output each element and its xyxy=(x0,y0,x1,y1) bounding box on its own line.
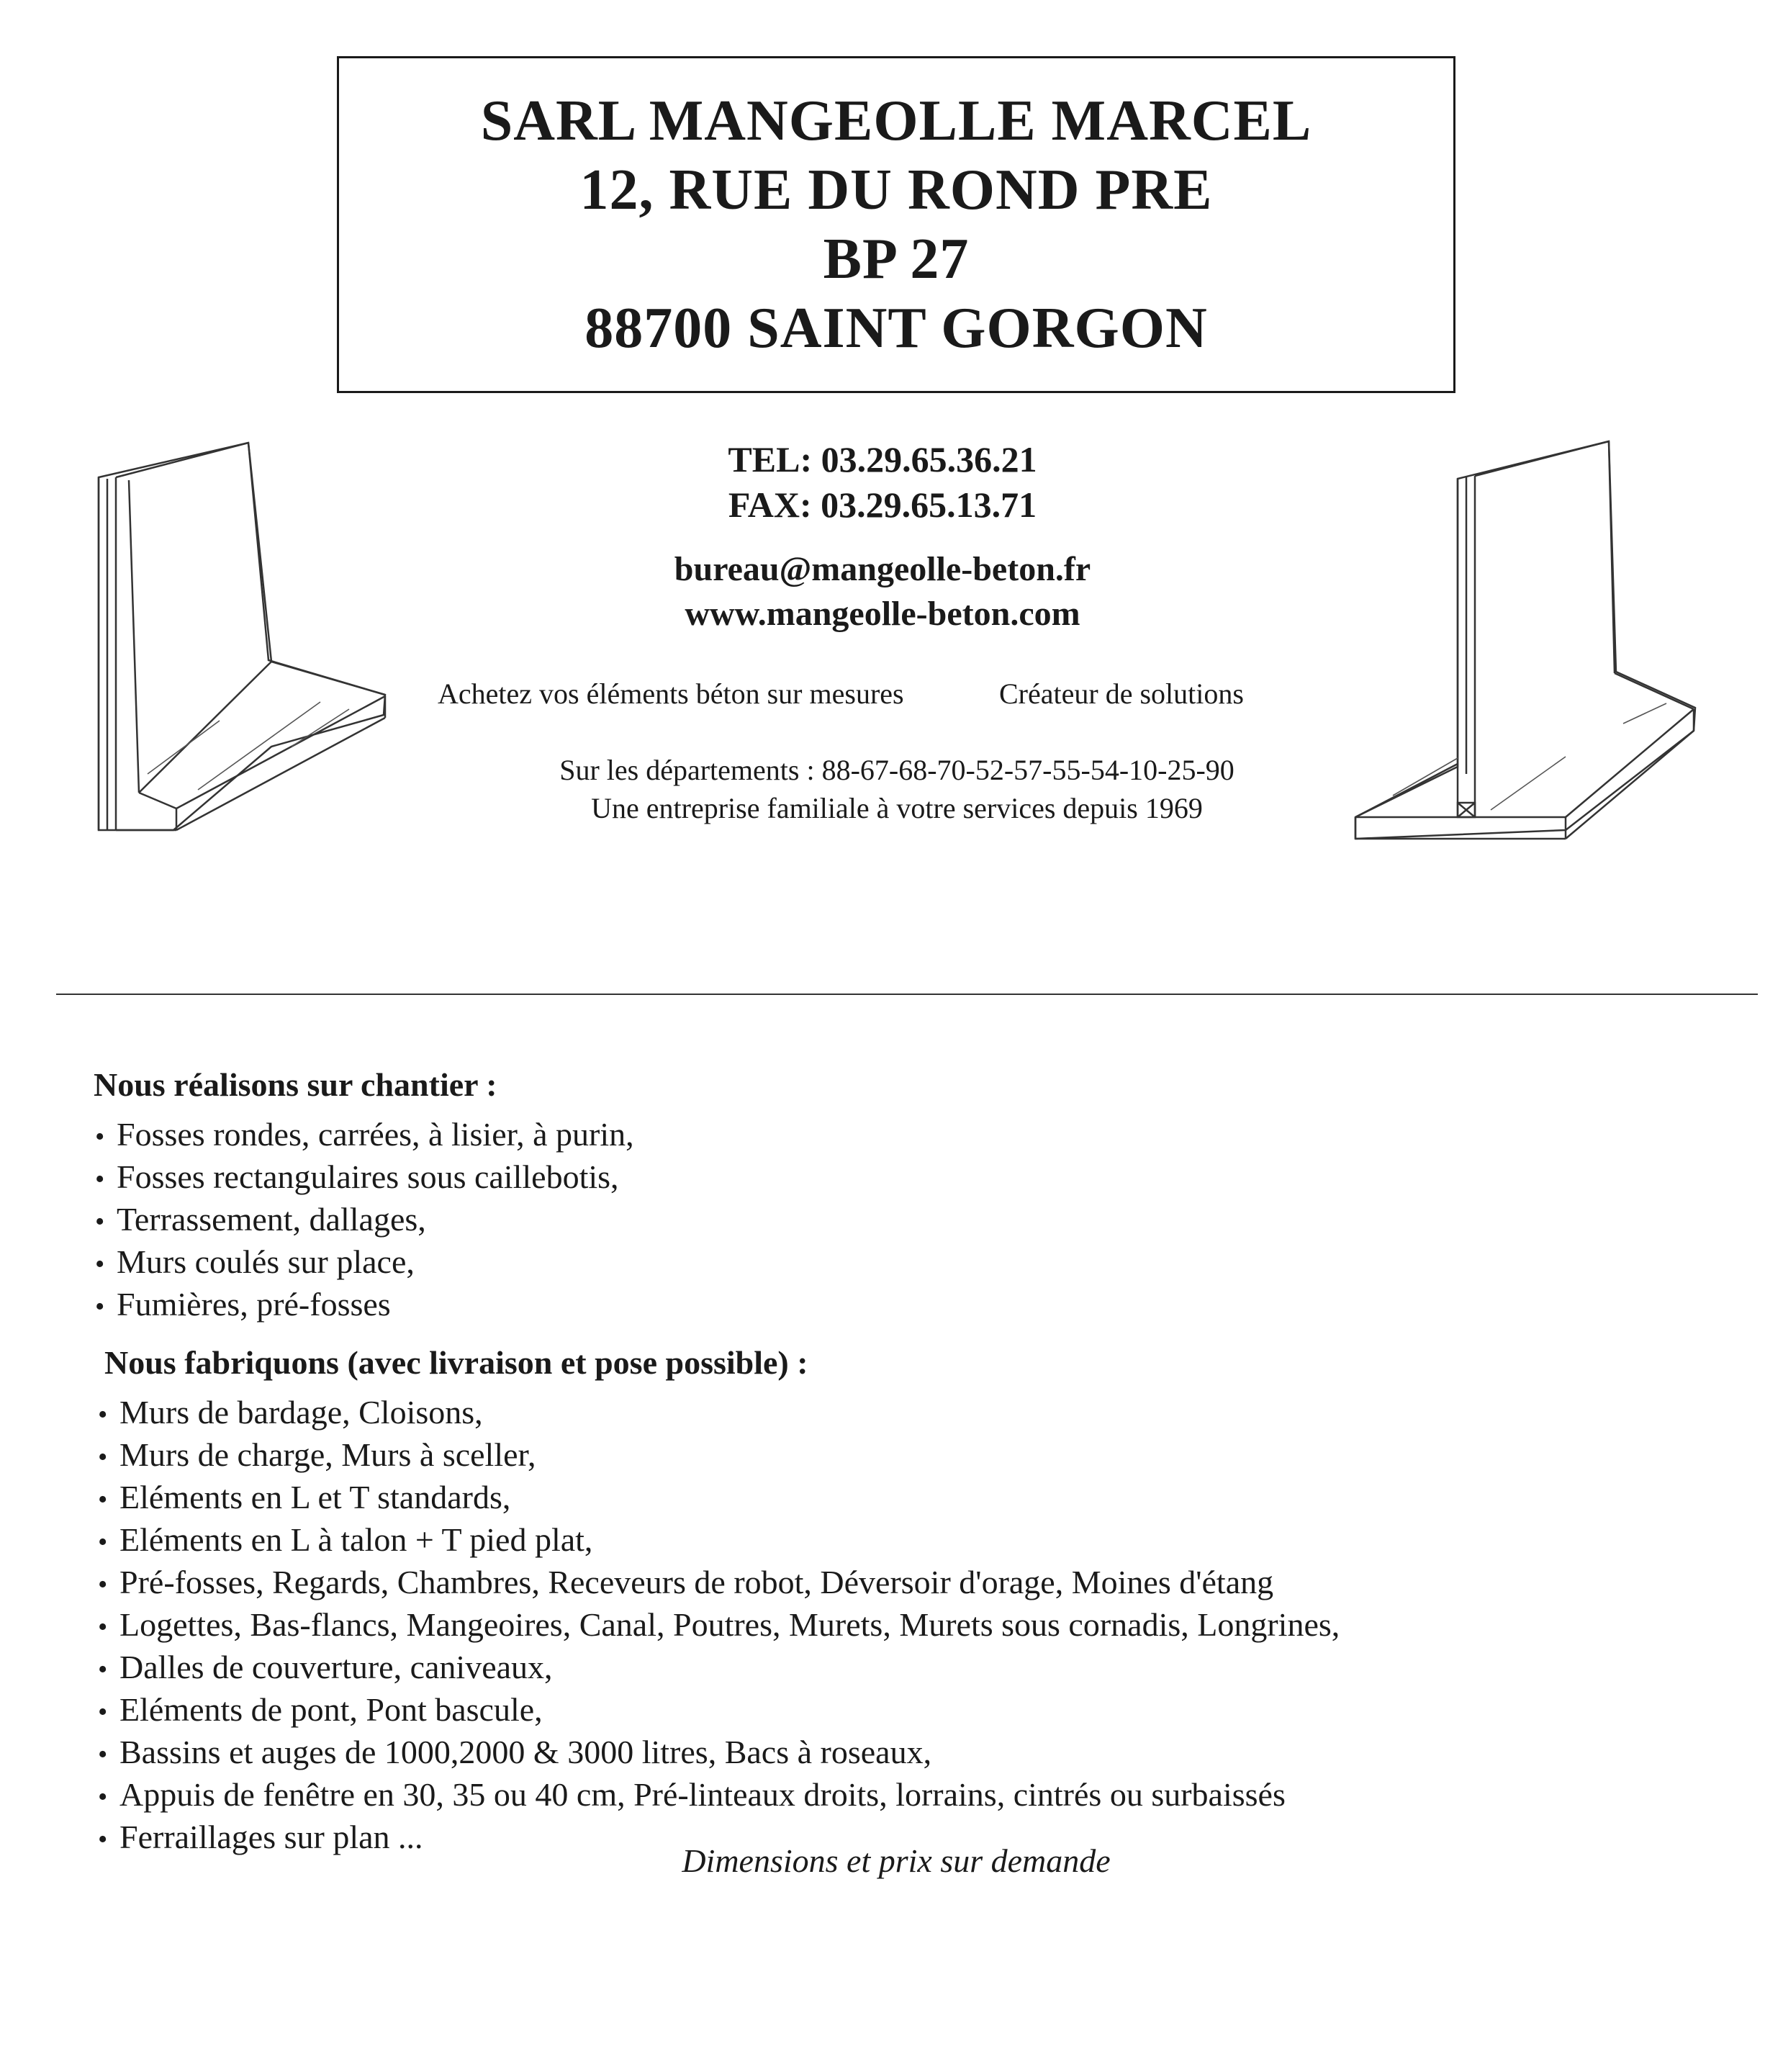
list-item: • Eléments en L et T standards, xyxy=(98,1477,1340,1520)
list-item: • Murs de charge, Murs à sceller, xyxy=(98,1435,1340,1477)
company-street: 12, RUE DU ROND PRE xyxy=(579,158,1213,222)
section-factory-title: Nous fabriquons (avec livraison et pose possible) : xyxy=(104,1344,808,1381)
list-item: • Fumières, pré-fosses xyxy=(95,1284,634,1327)
list-item: • Logettes, Bas-flancs, Mangeoires, Canal, Poutres, Murets, Murets sous cornadis, Longrines, xyxy=(98,1605,1340,1647)
section-site-title: Nous réalisons sur chantier : xyxy=(94,1066,497,1103)
tagline-left: Achetez vos éléments béton sur mesures xyxy=(438,677,904,710)
section-factory-list xyxy=(98,1392,1340,1860)
list-item: • Murs de bardage, Cloisons, xyxy=(98,1392,1340,1435)
family-business-line: Une entreprise familiale à votre services depuis 1969 xyxy=(591,792,1203,824)
list-item: • Murs coulés sur place, xyxy=(95,1242,634,1284)
list-item: • Fosses rondes, carrées, à lisier, à purin, xyxy=(95,1114,634,1157)
company-name: SARL MANGEOLLE MARCEL xyxy=(480,89,1312,153)
company-header-box xyxy=(337,56,1455,393)
fax-number: FAX: 03.29.65.13.71 xyxy=(728,485,1037,525)
list-item: • Dalles de couverture, caniveaux, xyxy=(98,1647,1340,1690)
section-divider xyxy=(56,994,1758,995)
list-item: • Pré-fosses, Regards, Chambres, Receveurs de robot, Déversoir d'orage, Moines d'étang xyxy=(98,1562,1340,1605)
list-item: • Fosses rectangulaires sous caillebotis, xyxy=(95,1157,634,1199)
section-site-list xyxy=(95,1114,634,1327)
list-item: • Eléments de pont, Pont bascule, xyxy=(98,1690,1340,1732)
footer-note: Dimensions et prix sur demande xyxy=(682,1842,1111,1879)
tagline-right: Créateur de solutions xyxy=(999,677,1244,710)
website-link[interactable]: www.mangeolle-beton.com xyxy=(685,595,1080,633)
company-city: 88700 SAINT GORGON xyxy=(584,297,1208,360)
email-address[interactable]: bureau@mangeolle-beton.fr xyxy=(674,550,1091,588)
list-item: • Ferraillages sur plan ... xyxy=(98,1817,1340,1860)
departments-line: Sur les départements : 88-67-68-70-52-57-55-54-10-25-90 xyxy=(559,754,1234,786)
list-item: • Terrassement, dallages, xyxy=(95,1199,634,1242)
list-item: • Bassins et auges de 1000,2000 & 3000 litres, Bacs à roseaux, xyxy=(98,1732,1340,1775)
list-item: • Appuis de fenêtre en 30, 35 ou 40 cm, Pré-linteaux droits, lorrains, cintrés ou surbaissés xyxy=(98,1775,1340,1817)
phone-number: TEL: 03.29.65.36.21 xyxy=(728,439,1037,479)
list-item: • Eléments en L à talon + T pied plat, xyxy=(98,1520,1340,1562)
company-po-box: BP 27 xyxy=(823,228,970,291)
